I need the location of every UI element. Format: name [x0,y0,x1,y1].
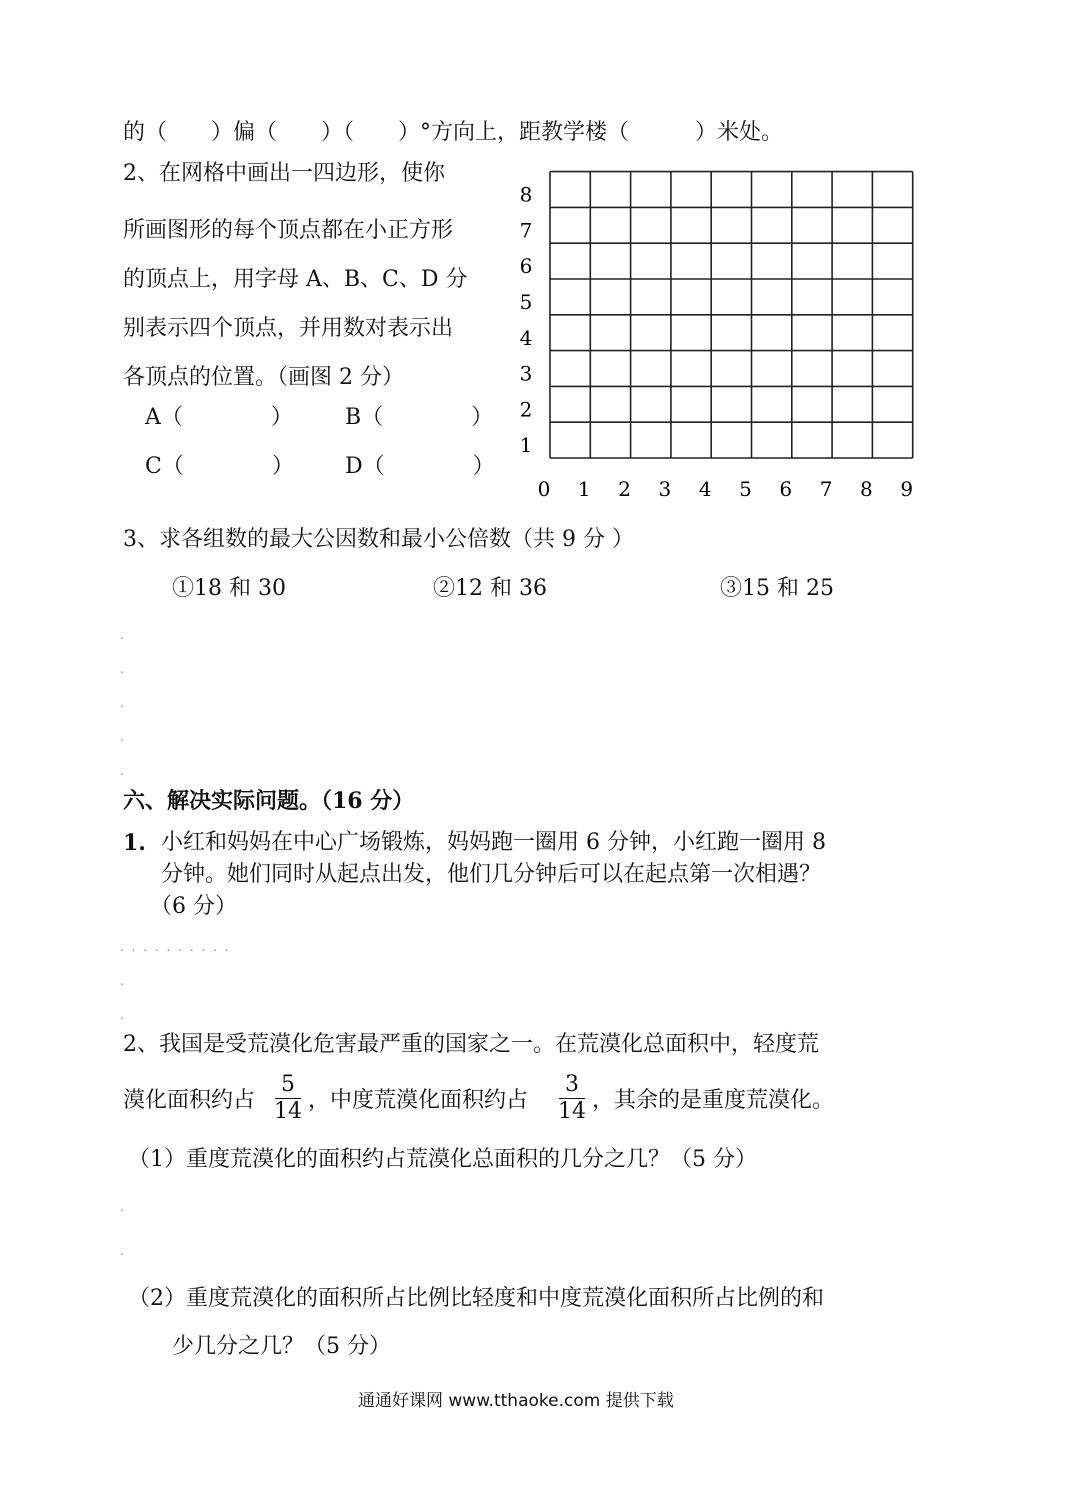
problem1-number: 1. [123,830,146,856]
x-axis-label: 2 [618,477,631,501]
question2-line-4: 别表示四个顶点，并用数对表示出 [123,316,454,341]
question2-line-3: 的顶点上，用字母 A、B、C、D 分 [123,267,468,292]
x-axis-label: 6 [779,477,793,501]
answer-a-blank: A（ ） [145,405,293,430]
y-axis-label: 3 [519,361,533,386]
problem2-seg-2: ，中度荒漠化面积约占 [308,1088,529,1113]
question3-title: 3、求各组数的最大公因数和最小公倍数（共 9 分 ） [123,527,634,552]
y-axis-label: 7 [519,218,533,243]
fraction-denominator: 14 [558,1099,586,1124]
problem2-seg-3: ，其余的是重度荒漠化。 [592,1088,835,1113]
problem2-line-1: 2、我国是受荒漠化危害最严重的国家之一。在荒漠化总面积中，轻度荒 [123,1032,819,1057]
section6-title: 六、解决实际问题。（16 分） [123,788,415,814]
y-axis-label: 6 [519,254,533,279]
x-axis-label: 8 [860,477,873,501]
fraction-5-14 [274,1074,302,1123]
coordinate-grid [510,165,930,505]
blank-mark: . [120,730,126,744]
subquestion-2-line-1: （2）重度荒漠化的面积所占比例比轻度和中度荒漠化面积所占比例的和 [128,1286,824,1311]
question3-item-3: ③15 和 25 [720,576,834,601]
x-axis-label: 7 [819,477,833,501]
answer-d-blank: D（ ） [345,454,495,479]
x-axis-label: 3 [658,477,672,501]
blank-mark: . [120,696,126,710]
footer-credit: 通通好课网 www.tthaoke.com 提供下载 [358,1391,674,1411]
subquestion-2-line-2: 少几分之几？（5 分） [172,1334,391,1359]
problem1-line-2: 分钟。她们同时从起点出发，他们几分钟后可以在起点第一次相遇？ [161,862,822,887]
question1-tail: 的（ ）偏（ ）（ ）°方向上，距教学楼（ ）米处。 [123,120,784,145]
x-axis-label: 0 [537,477,551,501]
y-axis-label: 1 [519,433,533,458]
question2-line-5: 各顶点的位置。（画图 2 分） [123,365,404,390]
problem1-line-3: （6 分） [150,894,237,919]
answer-b-blank: B（ ） [345,405,494,430]
y-axis-label: 4 [519,325,533,350]
x-axis-label: 5 [739,477,752,501]
fraction-numerator: 3 [565,1072,579,1097]
question2-line-2: 所画图形的每个顶点都在小正方形 [123,218,454,243]
blank-mark: . [120,628,126,642]
subquestion-1: （1）重度荒漠化的面积约占荒漠化总面积的几分之几？（5 分） [128,1147,757,1172]
blank-mark: . [120,1200,126,1214]
blank-mark: . [120,764,126,778]
x-axis-label: 4 [698,477,712,501]
problem2-seg-1: 漠化面积约占 [123,1088,256,1113]
blank-mark: . [120,974,126,988]
question2-line-1: 2、在网格中画出一四边形，使你 [123,161,445,186]
x-axis-label: 9 [900,477,914,501]
y-axis-label: 8 [519,182,533,207]
blank-mark: . . . . . . . . . . [120,940,231,954]
fraction-denominator: 14 [274,1099,302,1124]
question3-item-1: ①18 和 30 [172,576,286,601]
y-axis-label: 5 [519,290,533,314]
answer-c-blank: C（ ） [145,454,294,479]
y-axis-label: 2 [519,397,533,422]
blank-mark: . [120,1244,126,1258]
problem1-line-1: 小红和妈妈在中心广场锻炼，妈妈跑一圈用 6 分钟，小红跑一圈用 8 [161,830,826,855]
blank-mark: . [120,1008,126,1022]
fraction-3-14 [558,1074,586,1123]
blank-mark: . [120,662,126,676]
question3-item-2: ②12 和 36 [433,576,547,601]
fraction-numerator: 5 [281,1072,295,1097]
x-axis-label: 1 [577,477,591,501]
